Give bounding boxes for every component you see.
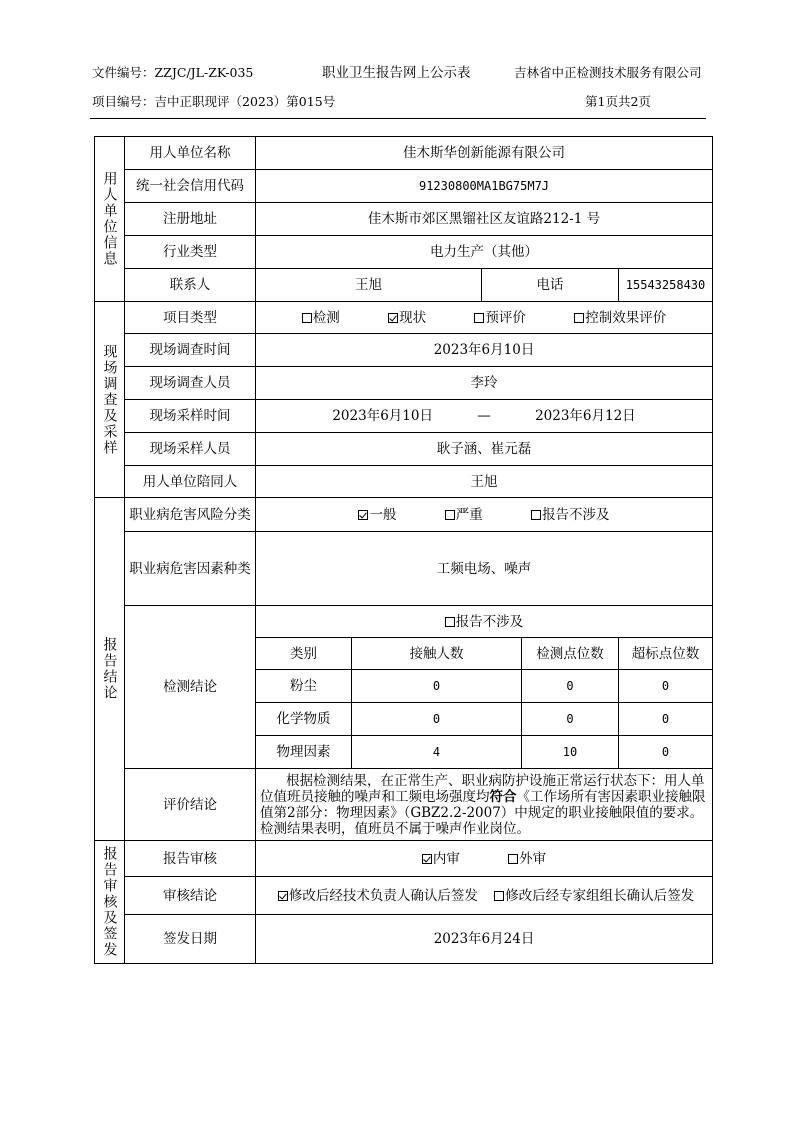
option-tech-lead-signoff[interactable]: 修改后经技术负责人确认后签发 <box>278 887 478 905</box>
phone: 15543258430 <box>619 269 713 302</box>
col-header-exceeding: 超标点位数 <box>619 638 713 670</box>
contact: 王旭 <box>256 269 482 302</box>
company-name: 吉林省中正检测技术服务有限公司 <box>514 65 702 80</box>
option-inspection[interactable]: 检测 <box>302 309 340 327</box>
header-divider <box>90 118 706 119</box>
section-review-issue: 报告审核及签发 <box>95 841 125 964</box>
option-control-effect[interactable]: 控制效果评价 <box>574 309 666 327</box>
sampling-start: 2023年6月10日 <box>332 408 433 424</box>
section-employer-info: 用人单位信息 <box>95 137 125 302</box>
risk-class-label: 职业病危害风险分类 <box>125 498 256 532</box>
option-internal-review[interactable]: 内审 <box>422 850 460 868</box>
section-survey-sampling: 现场调查及采样 <box>95 302 125 498</box>
row-category: 物理因素 <box>256 736 352 769</box>
test-conclusion-label: 检测结论 <box>125 606 256 769</box>
checkbox-icon <box>445 617 455 627</box>
checked-checkbox-icon <box>278 891 288 901</box>
row-exceeding: 0 <box>619 670 713 703</box>
review-options <box>256 841 713 877</box>
page-indicator: 第1页共2页 <box>585 94 651 109</box>
survey-time-label: 现场调查时间 <box>125 334 256 367</box>
row-points: 10 <box>522 736 619 769</box>
test-not-involved <box>256 606 713 638</box>
surveyor: 李玲 <box>256 367 713 400</box>
sampler-label: 现场采样人员 <box>125 433 256 466</box>
phone-label: 电话 <box>482 269 619 302</box>
option-risk-severe[interactable]: 严重 <box>445 506 483 524</box>
checked-checkbox-icon <box>358 510 368 520</box>
option-risk-not-involved[interactable]: 报告不涉及 <box>531 506 610 524</box>
disclosure-form <box>94 136 713 964</box>
option-pre-evaluation[interactable]: 预评价 <box>474 309 526 327</box>
col-header-category: 类别 <box>256 638 352 670</box>
checkbox-icon <box>474 313 484 323</box>
industry: 电力生产（其他） <box>256 236 713 269</box>
document-title: 职业卫生报告网上公示表 <box>322 65 471 81</box>
sampling-time-label: 现场采样时间 <box>125 400 256 433</box>
review-result-options <box>256 877 713 915</box>
project-type-label: 项目类型 <box>125 302 256 334</box>
address: 佳木斯市郊区黑镏社区友谊路212-1 号 <box>256 203 713 236</box>
row-category: 化学物质 <box>256 703 352 736</box>
hazard-type-label: 职业病危害因素种类 <box>125 532 256 606</box>
surveyor-label: 现场调查人员 <box>125 367 256 400</box>
escort-label: 用人单位陪同人 <box>125 466 256 498</box>
row-exposed: 4 <box>352 736 522 769</box>
row-exceeding: 0 <box>619 736 713 769</box>
sampling-dash: — <box>477 408 491 424</box>
employer-name: 佳木斯华创新能源有限公司 <box>256 137 713 170</box>
col-header-exposed: 接触人数 <box>352 638 522 670</box>
sampling-end: 2023年6月12日 <box>535 408 636 424</box>
issue-date-label: 签发日期 <box>125 915 256 964</box>
option-risk-general[interactable]: 一般 <box>358 506 396 524</box>
option-expert-lead-signoff[interactable]: 修改后经专家组组长确认后签发 <box>494 887 694 905</box>
credit-code: 91230800MA1BG75M7J <box>256 170 713 203</box>
option-external-review[interactable]: 外审 <box>508 850 546 868</box>
survey-time: 2023年6月10日 <box>256 334 713 367</box>
checkbox-icon <box>508 854 518 864</box>
issue-date: 2023年6月24日 <box>256 915 713 964</box>
project-number: 项目编号：吉中正职现评（2023）第015号 <box>92 94 336 109</box>
address-label: 注册地址 <box>125 203 256 236</box>
risk-class-options <box>256 498 713 532</box>
hazard-types: 工频电场、噪声 <box>256 532 713 606</box>
review-result-label: 审核结论 <box>125 877 256 915</box>
escort: 王旭 <box>256 466 713 498</box>
evaluation-text: 根据检测结果，在正常生产、职业病防护设施正常运行状态下：用人单位值班员接触的噪声和工频电场强度均符合《工作场所有害因素职业接触限值第2部分：物理因素》（GBZ2.2-2007）中规定的职业接触限值的要求。检测结果表明，值班员不属于噪声作业岗位。 <box>256 769 713 841</box>
option-test-not-involved[interactable]: 报告不涉及 <box>445 614 524 630</box>
file-number: 文件编号：ZZJC/JL-ZK-035 <box>92 65 254 80</box>
project-type-options <box>256 302 713 334</box>
row-exceeding: 0 <box>619 703 713 736</box>
option-current-status[interactable]: 现状 <box>388 309 426 327</box>
sampling-time <box>256 400 713 433</box>
row-points: 0 <box>522 703 619 736</box>
checked-checkbox-icon <box>388 313 398 323</box>
contact-label: 联系人 <box>125 269 256 302</box>
industry-label: 行业类型 <box>125 236 256 269</box>
row-points: 0 <box>522 670 619 703</box>
col-header-points: 检测点位数 <box>522 638 619 670</box>
row-exposed: 0 <box>352 670 522 703</box>
credit-code-label: 统一社会信用代码 <box>125 170 256 203</box>
row-category: 粉尘 <box>256 670 352 703</box>
evaluation-label: 评价结论 <box>125 769 256 841</box>
row-exposed: 0 <box>352 703 522 736</box>
employer-name-label: 用人单位名称 <box>125 137 256 170</box>
checkbox-icon <box>494 891 504 901</box>
checkbox-icon <box>531 510 541 520</box>
checkbox-icon <box>302 313 312 323</box>
checkbox-icon <box>445 510 455 520</box>
checked-checkbox-icon <box>422 854 432 864</box>
review-label: 报告审核 <box>125 841 256 877</box>
section-report-conclusion: 报告结论 <box>95 498 125 841</box>
sampler: 耿子涵、崔元磊 <box>256 433 713 466</box>
checkbox-icon <box>574 313 584 323</box>
